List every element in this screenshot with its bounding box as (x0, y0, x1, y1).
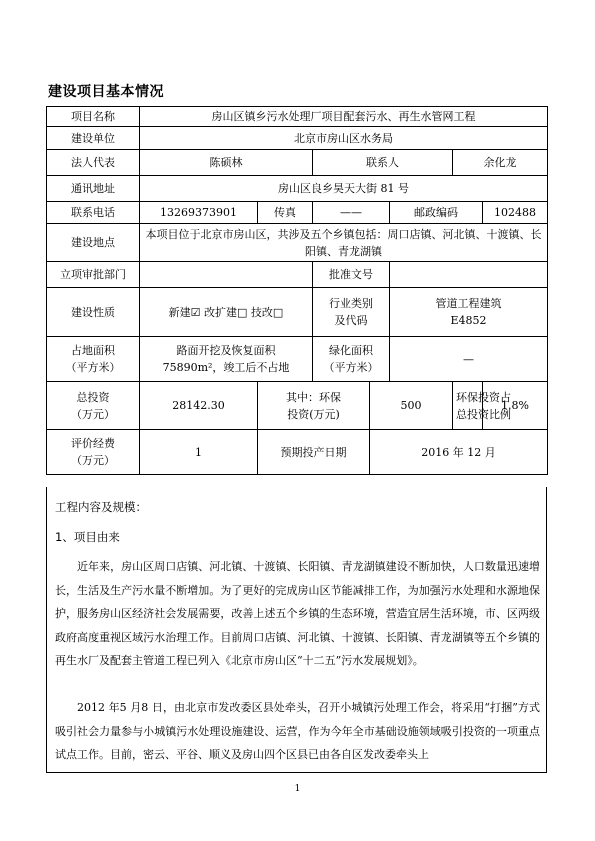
contact-value: 余化龙 (453, 150, 548, 176)
env-invest-value: 500 (370, 382, 453, 430)
green-area-label-line2: （平方米） (323, 361, 379, 374)
row-project-name (47, 107, 548, 127)
approval-doc-value (390, 262, 548, 288)
industry-value (390, 288, 548, 337)
postcode-label: 邮政编码 (390, 202, 483, 224)
basic-info-table (46, 106, 548, 475)
fee-label-line1: 评价经费 (71, 437, 115, 450)
fax-value: —— (313, 202, 390, 224)
row-address (47, 176, 548, 202)
date-label: 预期投产日期 (258, 430, 370, 475)
approval-label: 立项审批部门 (47, 262, 140, 288)
green-area-label-line1: 绿化面积 (329, 344, 373, 357)
row-unit (47, 127, 548, 150)
env-invest-label-line2: 投资(万元) (287, 407, 340, 421)
postcode-value: 102488 (483, 202, 548, 224)
industry-label (313, 288, 390, 337)
area-label-line1: 占地面积 (71, 344, 115, 357)
address-value: 房山区良乡昊天大街 81 号 (140, 176, 548, 202)
env-invest-label (258, 382, 370, 430)
project-content-box (46, 487, 547, 773)
green-area-value: — (390, 337, 548, 382)
unit-value: 北京市房山区水务局 (140, 127, 548, 150)
invest-label-line2: （万元） (71, 407, 115, 421)
area-label (47, 337, 140, 382)
paragraph-1: 近年来，房山区周口店镇、河北镇、十渡镇、长阳镇、青龙湖镇建设不断加快，人口数量迅速增长，生活及生产污水量不断增加。为了更好的完成房山区节能减排工作，为加强污水处理和水源地保护，服务房山区经济社会发展需要，改善上述五个乡镇的生态环境，营造宜居生活环境，市、区两级政府高度重视区域污水治理工作。目前周口店镇、河北镇、十渡镇、长阳镇、青龙湖镇等五个乡镇的再生水厂及配套主管道工程已列入《北京市房山区“十二五”污水发展规划》。 (55, 560, 540, 667)
project-name-value: 房山区镇乡污水处理厂项目配套污水、再生水管网工程 (140, 107, 548, 127)
industry-value-line2: E4852 (450, 314, 487, 327)
row-location (47, 224, 548, 262)
row-investment (47, 382, 548, 430)
project-name-label: 项目名称 (47, 107, 140, 127)
fax-label: 传真 (258, 202, 313, 224)
phone-label: 联系电话 (47, 202, 140, 224)
invest-value: 28142.30 (140, 382, 258, 430)
nature-value: 新建☑ 改扩建□ 技改□ (140, 288, 313, 337)
invest-label-line1: 总投资 (76, 390, 110, 404)
location-label: 建设地点 (47, 224, 140, 262)
address-label: 通讯地址 (47, 176, 140, 202)
page-heading: 建设项目基本情况 (48, 84, 164, 100)
contact-label: 联系人 (313, 150, 453, 176)
row-fee (47, 430, 548, 475)
approval-doc-label: 批准文号 (313, 262, 390, 288)
row-phone (47, 202, 548, 224)
nature-label: 建设性质 (47, 288, 140, 337)
area-value-line1: 路面开挖及恢复面积 (176, 344, 276, 357)
fee-label (47, 430, 140, 475)
env-invest-label-line1: 其中：环保 (286, 390, 341, 404)
subsection-title: 1、项目由来 (55, 530, 120, 544)
area-value (140, 337, 313, 382)
date-value: 2016 年 12 月 (370, 430, 548, 475)
industry-label-line2: 及代码 (334, 314, 368, 327)
legal-label: 法人代表 (47, 150, 140, 176)
phone-value: 13269373901 (140, 202, 258, 224)
fee-label-line2: （万元） (71, 454, 115, 467)
industry-label-line1: 行业类别 (329, 297, 373, 310)
area-value-line2: 75890m²，竣工后不占地 (162, 361, 290, 374)
approval-value (140, 262, 313, 288)
row-legal (47, 150, 548, 176)
paragraph-2: 2012 年5 月8 日，由北京市发改委区县处牵头，召开小城镇污处理工作会，将采用“打捆”方式吸引社会力量参与小城镇污水处理设施建设、运营，作为今年全市基础设施领域吸引投资的一项重点试点工作。目前，密云、平谷、顺义及房山四个区县已由各自区发改委牵头上 (55, 701, 540, 761)
area-label-line2: （平方米） (65, 361, 121, 374)
env-ratio-label-line2: 总投资比例 (456, 407, 511, 421)
legal-value: 陈硕林 (140, 150, 313, 176)
location-value: 本项目位于北京市房山区，共涉及五个乡镇包括：周口店镇、河北镇、十渡镇、长阳镇、青龙湖镇 (140, 224, 548, 262)
env-ratio-value: 1.8% (483, 382, 548, 430)
env-ratio-label-line1: 环保投资占 (456, 390, 511, 404)
invest-label (47, 382, 140, 430)
page-number: 1 (294, 784, 301, 794)
industry-value-line1: 管道工程建筑 (435, 297, 502, 310)
row-area (47, 337, 548, 382)
env-ratio-label (453, 382, 511, 430)
green-area-label (313, 337, 390, 382)
row-nature (47, 288, 548, 337)
unit-label: 建设单位 (47, 127, 140, 150)
section-title: 工程内容及规模： (55, 500, 147, 514)
fee-value: 1 (140, 430, 258, 475)
row-approval (47, 262, 548, 288)
